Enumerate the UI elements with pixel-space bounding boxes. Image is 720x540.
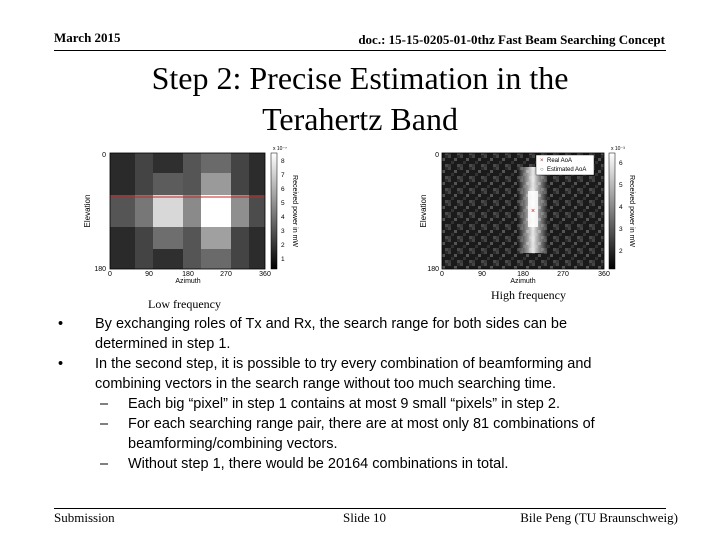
high-frequency-legend (536, 155, 594, 175)
low-frequency-xtick: 0 (108, 271, 112, 278)
high-frequency-colorbar-label: Received power in mW (628, 175, 635, 247)
sub-bullet-text: Each big “pixel” in step 1 contains at most 9 small “pixels” in step 2. (128, 396, 560, 412)
footer-author: Bile Peng (TU Braunschweig) (520, 510, 678, 525)
low-frequency-colorbar-scale: x 10⁻⁷ (273, 146, 287, 152)
bullet-item (58, 354, 658, 394)
header-doc-id: doc.: 15-15-0205-01-0thz Fast Beam Searching Concept (358, 32, 665, 47)
low-frequency-colorbar (271, 153, 277, 269)
high-frequency-xtick: 180 (517, 271, 529, 278)
high-frequency-colorbar-tick: 6 (619, 160, 623, 167)
low-frequency-colorbar-tick: 1 (281, 256, 285, 263)
high-frequency-ytick: 0 (435, 152, 439, 159)
bullet-marker: • (58, 316, 64, 332)
high-frequency-xtick: 360 (598, 271, 610, 278)
high-frequency-colorbar-tick: 3 (619, 226, 623, 233)
footer-slide-number: Slide 10 (343, 510, 386, 525)
bullet-text: In the second step, it is possible to try every combination of beamforming and (95, 356, 592, 372)
legend-real-aoa: Real AoA (547, 158, 573, 164)
high-frequency-colorbar-tick: 5 (619, 182, 623, 189)
bullet-text: determined in step 1. (95, 336, 231, 352)
slide-title-line-2: Terahertz Band (262, 101, 458, 137)
svg-text:×: × (540, 158, 544, 164)
low-frequency-caption: Low frequency (148, 297, 221, 311)
low-frequency-plot-area (110, 153, 265, 269)
sub-bullet-marker: – (100, 416, 109, 432)
low-frequency-colorbar-tick: 8 (281, 158, 285, 165)
header-rule (54, 50, 666, 51)
high-frequency-colorbar (609, 153, 615, 269)
high-frequency-xtick: 0 (440, 271, 444, 278)
low-frequency-xtick: 360 (259, 271, 271, 278)
low-frequency-ytick: 0 (102, 152, 106, 159)
real-aoa-marker: × (530, 208, 536, 215)
footer-submission: Submission (54, 510, 115, 525)
low-frequency-colorbar-tick: 6 (281, 186, 285, 193)
sub-bullet-item (58, 414, 658, 454)
high-frequency-ylabel: Elevation (419, 194, 428, 228)
low-frequency-ylabel: Elevation (83, 194, 92, 228)
sub-bullet-marker: – (100, 456, 109, 472)
sub-bullet-text: beamforming/combining vectors. (128, 436, 338, 452)
high-frequency-xlabel: Azimuth (510, 278, 536, 283)
bullet-text: combining vectors in the search range without too much searching time. (95, 376, 557, 392)
high-frequency-xtick: 270 (557, 271, 569, 278)
sub-bullet-text: For each searching range pair, there are at most only 81 combinations of (128, 416, 595, 432)
low-frequency-colorbar-tick: 5 (281, 200, 285, 207)
high-frequency-colorbar-tick: 4 (619, 204, 623, 211)
low-frequency-colorbar-tick: 7 (281, 172, 285, 179)
sub-bullet-marker: – (100, 396, 109, 412)
footer-rule (54, 508, 666, 509)
svg-text:○: ○ (540, 167, 544, 173)
low-frequency-xtick: 180 (182, 271, 194, 278)
sub-bullet-item (58, 394, 658, 414)
bullet-list (58, 314, 658, 474)
bullet-text: By exchanging roles of Tx and Rx, the search range for both sides can be (95, 316, 568, 332)
high-frequency-ytick: 180 (427, 266, 439, 273)
sub-bullet-item (58, 454, 658, 474)
low-frequency-xtick: 90 (145, 271, 153, 278)
high-frequency-caption: High frequency (491, 288, 566, 302)
bullet-item (58, 314, 658, 354)
low-frequency-heatmap (76, 143, 316, 283)
header-date: March 2015 (54, 30, 121, 45)
high-frequency-colorbar-scale: x 10⁻³ (611, 146, 625, 152)
low-frequency-xtick: 270 (220, 271, 232, 278)
high-frequency-colorbar-tick: 2 (619, 248, 623, 255)
low-frequency-colorbar-label: Received power in mW (291, 175, 298, 247)
legend-estimated-aoa: Estimated AoA (547, 167, 587, 173)
high-frequency-xtick: 90 (478, 271, 486, 278)
slide-title-line-1: Step 2: Precise Estimation in the (151, 60, 569, 96)
low-frequency-ytick: 180 (94, 266, 106, 273)
slide-title (60, 58, 660, 140)
sub-bullet-text: Without step 1, there would be 20164 combinations in total. (128, 456, 509, 472)
high-frequency-heatmap (412, 143, 652, 283)
bullet-marker: • (58, 356, 64, 372)
low-frequency-xlabel: Azimuth (175, 278, 201, 283)
low-frequency-colorbar-tick: 2 (281, 242, 285, 249)
low-frequency-colorbar-tick: 4 (281, 214, 285, 221)
low-frequency-colorbar-tick: 3 (281, 228, 285, 235)
